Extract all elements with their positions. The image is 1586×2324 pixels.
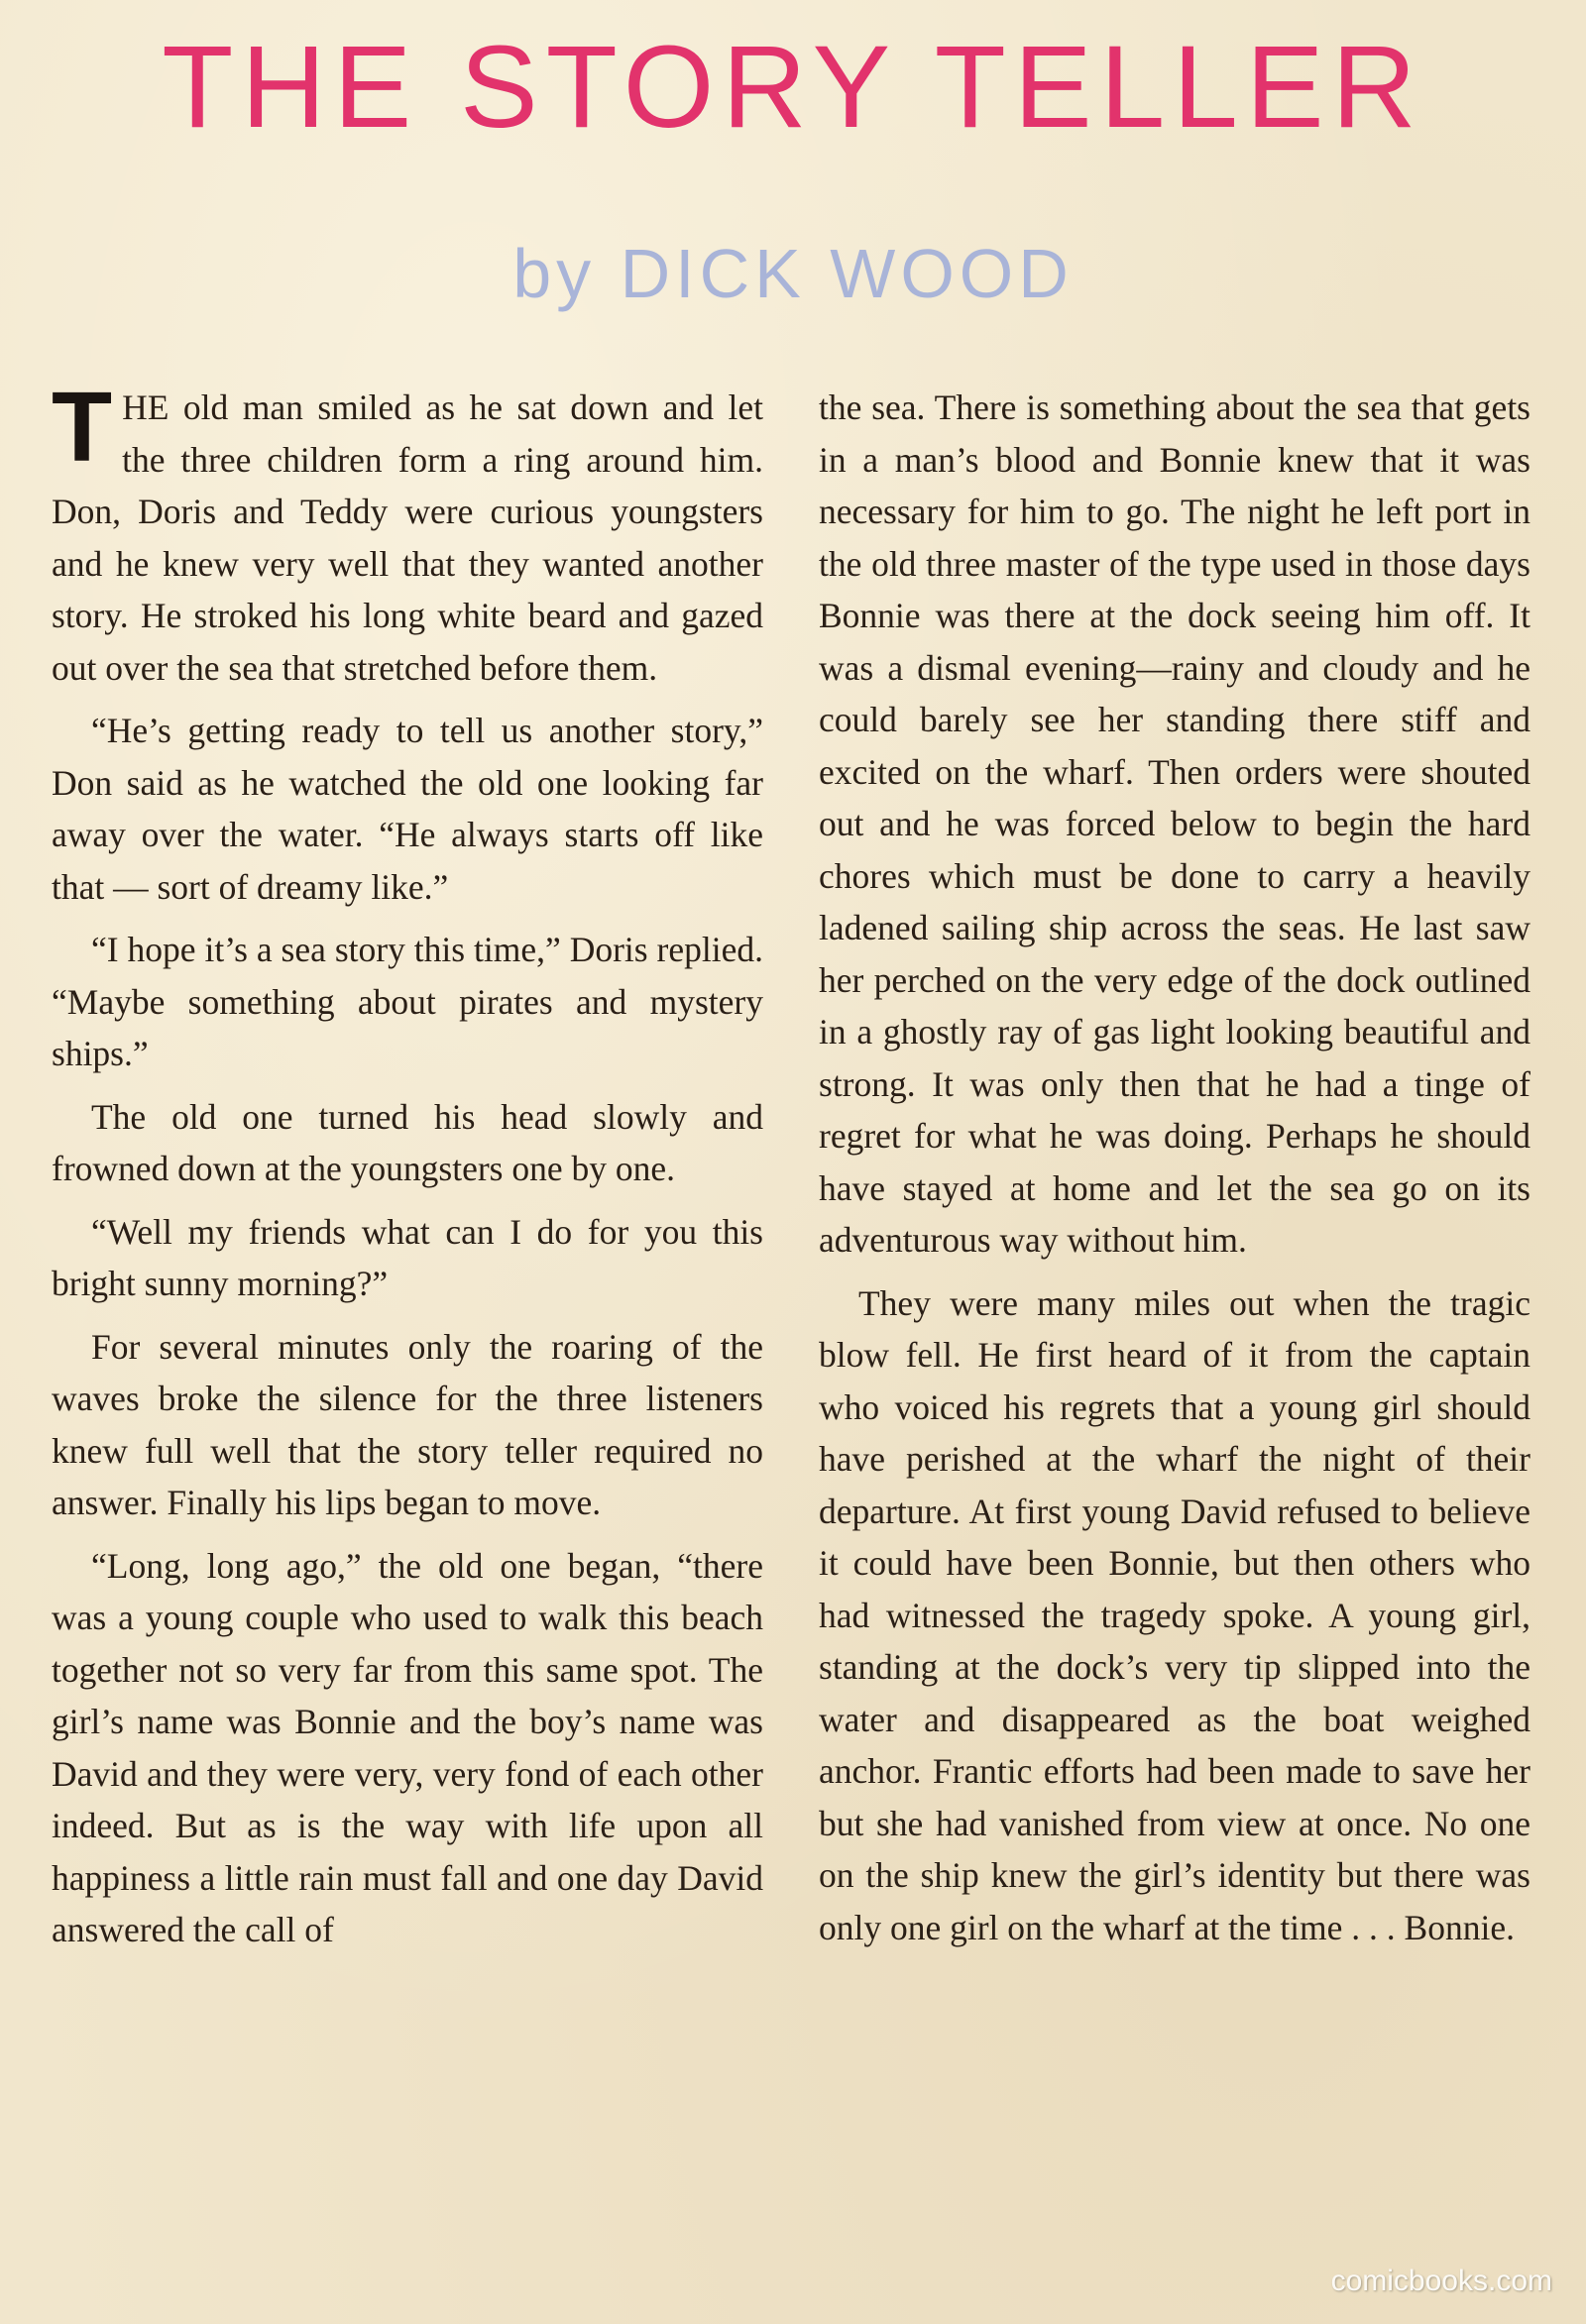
paragraph-6: For several minutes only the roaring of the waves broke the silence for the three listeners knew full well that the story teller required no answer. Finally his lips began to move.: [52, 1326, 763, 1522]
left-column: [52, 372, 763, 1967]
drop-cap: T: [52, 372, 113, 483]
paragraph-2: “He’s getting ready to tell us another story,” Don said as he watched the old one looking far away over the water. “He always starts off like that — sort of dreamy like.”: [52, 711, 763, 907]
paragraph-1-text: HE old man smiled as he sat down and let the three children form a ring around him. Don, Doris and Teddy were curious youngsters and he knew very well that they wanted another story. He stroked his long white beard and gazed out over the sea that stretched before them.: [52, 387, 763, 688]
byline: by DICK WOOD: [512, 235, 1074, 312]
paragraph-1: [52, 372, 763, 694]
paragraph-5: “Well my friends what can I do for you this bright sunny morning?”: [52, 1211, 763, 1303]
right-column: [819, 382, 1530, 1964]
watermark: comicbooks.com: [1330, 2265, 1552, 2297]
paragraph-8: the sea. There is something about the sea that gets in a man’s blood and Bonnie knew that it was necessary for him to go. The night he left port in the old three master of the type used in those days Bonnie was there at the dock seeing him off. It was a dismal evening—rainy and cloudy and he could barely see her standing there stiff and excited on the wharf. Then orders were shouted out and he was forced below to begin the hard chores which must be done to carry a heavily ladened sailing ship across the seas. He last saw her perched on the very edge of the dock outlined in a ghostly ray of gas light looking beautiful and strong. It was only then that he had a tinge of regret for what he was doing. Perhaps he should have stayed at home and let the sea go on its adventurous way without him.: [819, 387, 1530, 1260]
page-title: THE STORY TELLER: [162, 22, 1424, 153]
paragraph-9: They were many miles out when the tragic blow fell. He first heard of it from the captain who voiced his regrets that a young girl should have perished at the wharf the night of their departure. At first young David refused to believe it could have been Bonnie, but then others who had witnessed the tragedy spoke. A young girl, standing at the dock’s very tip slipped into the water and disappeared as the boat weighed anchor. Frantic efforts had been made to save her but she had vanished from view at once. No one on the ship knew the girl’s identity but there was only one girl on the wharf at the time . . . Bonnie.: [819, 1282, 1530, 1947]
paragraph-3: “I hope it’s a sea story this time,” Doris replied. “Maybe something about pirates and mystery ships.”: [52, 930, 763, 1073]
paragraph-4: The old one turned his head slowly and frowned down at the youngsters one by one.: [52, 1096, 763, 1188]
paragraph-7: “Long, long ago,” the old one began, “there was a young couple who used to walk this beach together not so very far from this same spot. The girl’s name was Bonnie and the boy’s name was David and they were very, very fond of each other indeed. But as is the way with life upon all happiness a little rain must fall and one day David answered the call of: [52, 1545, 763, 1949]
